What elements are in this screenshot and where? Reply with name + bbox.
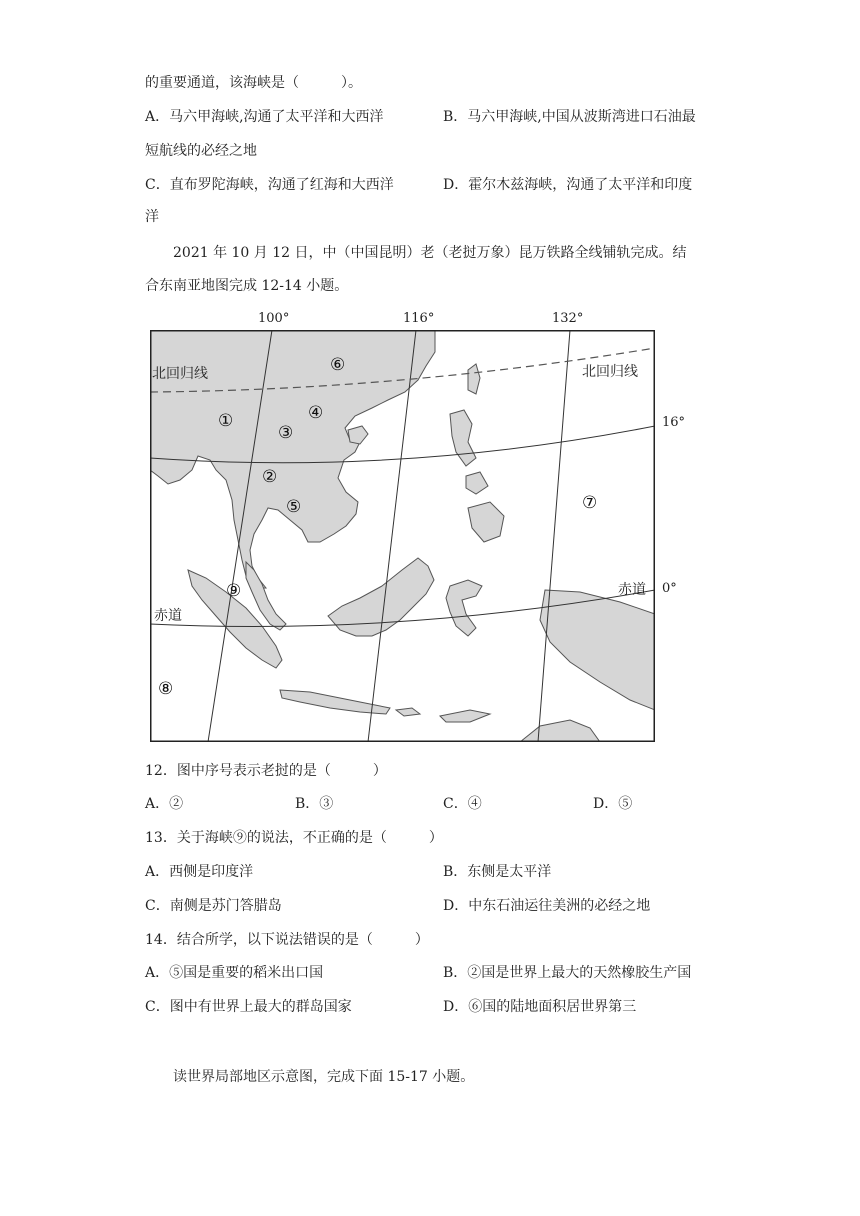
marker-2: ② xyxy=(262,467,278,487)
tropic-label-left: 北回归线 xyxy=(152,366,208,382)
q12-option-b: B．③ xyxy=(295,796,334,812)
next-passage: 读世界局部地区示意图，完成下面 15-17 小题。 xyxy=(173,1069,475,1085)
q14-stem: 14．结合所学，以下说法错误的是（ ） xyxy=(145,932,429,948)
lat-label-16: 16° xyxy=(662,415,686,430)
q14-option-d: D．⑥国的陆地面积居世界第三 xyxy=(443,999,637,1015)
q14-option-c: C．图中有世界上最大的群岛国家 xyxy=(145,999,352,1015)
q11-option-b-cont: 短航线的必经之地 xyxy=(145,143,257,159)
q13-option-b: B．东侧是太平洋 xyxy=(443,864,552,880)
lon-label-100: 100° xyxy=(258,311,290,326)
q13-option-d: D．中东石油运往美洲的必经之地 xyxy=(443,898,651,914)
q13-option-c: C．南侧是苏门答腊岛 xyxy=(145,898,282,914)
southeast-asia-map xyxy=(150,330,655,742)
marker-6: ⑥ xyxy=(330,355,346,375)
q12-stem: 12．图中序号表示老挝的是（ ） xyxy=(145,763,387,779)
q13-option-a: A．西侧是印度洋 xyxy=(145,864,254,880)
q14-option-a: A．⑤国是重要的稻米出口国 xyxy=(145,965,324,981)
passage-line-2: 合东南亚地图完成 12-14 小题。 xyxy=(145,278,349,294)
marker-1: ① xyxy=(218,411,234,431)
lon-label-132: 132° xyxy=(552,311,584,326)
equator-label-right: 赤道 xyxy=(618,582,646,598)
question-continuation: 的重要通道，该海峡是（ ）。 xyxy=(145,75,362,91)
q11-option-c: C．直布罗陀海峡，沟通了红海和大西洋 xyxy=(145,177,394,193)
passage-line-1: 2021 年 10 月 12 日，中（中国昆明）老（老挝万象）昆万铁路全线铺轨完成。结 xyxy=(173,245,687,261)
marker-8: ⑧ xyxy=(158,679,174,699)
q11-option-d-cont: 洋 xyxy=(145,209,159,225)
marker-4: ④ xyxy=(308,403,324,423)
q13-stem: 13．关于海峡⑨的说法，不正确的是（ ） xyxy=(145,830,443,846)
marker-3: ③ xyxy=(278,423,294,443)
equator-label-left: 赤道 xyxy=(154,608,182,624)
q12-option-a: A．② xyxy=(145,796,184,812)
q12-option-c: C．④ xyxy=(443,796,482,812)
q11-option-a: A．马六甲海峡,沟通了太平洋和大西洋 xyxy=(145,109,384,125)
q11-option-b: B．马六甲海峡,中国从波斯湾进口石油最 xyxy=(443,109,696,125)
lon-label-116: 116° xyxy=(403,311,435,326)
marker-9: ⑨ xyxy=(226,581,242,601)
q14-option-b: B．②国是世界上最大的天然橡胶生产国 xyxy=(443,965,692,981)
map-svg xyxy=(150,330,655,742)
marker-5: ⑤ xyxy=(286,497,302,517)
q11-option-d: D．霍尔木兹海峡，沟通了太平洋和印度 xyxy=(443,177,693,193)
q12-option-d: D．⑤ xyxy=(593,796,633,812)
lat-label-0: 0° xyxy=(662,581,677,596)
marker-7: ⑦ xyxy=(582,493,598,513)
tropic-label-right: 北回归线 xyxy=(582,364,638,380)
